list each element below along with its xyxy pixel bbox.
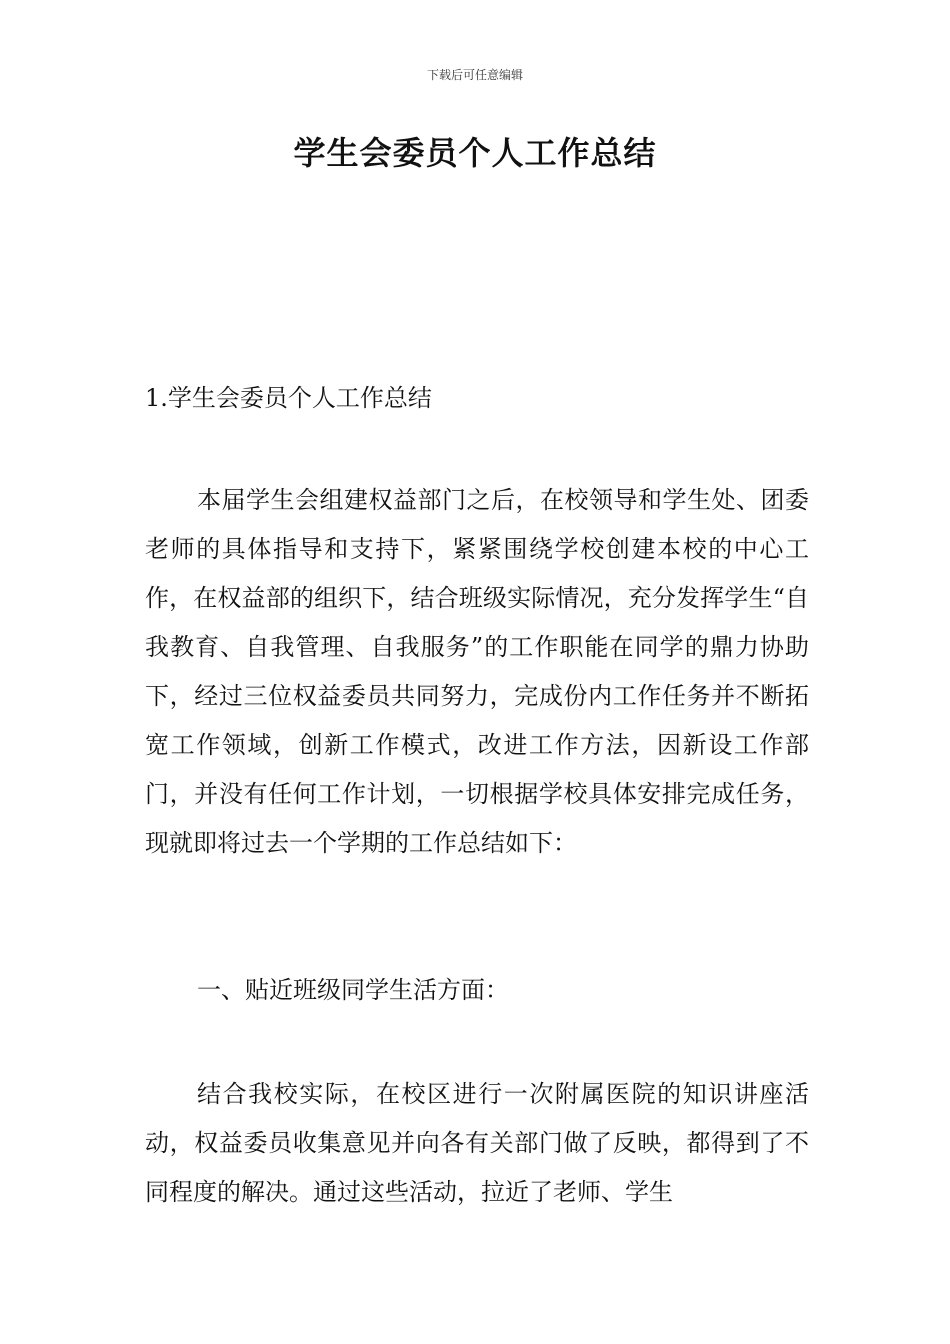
header-note: 下载后可任意编辑 xyxy=(426,68,523,82)
paragraph-body: 结合我校实际，在校区进行一次附属医院的知识讲座活动，权益委员收集意见并向各有关部门做了反映，都得到了不同程度的解决。通过这些活动，拉近了老师、学生 xyxy=(145,1080,809,1206)
section-heading: 1.学生会委员个人工作总结 xyxy=(145,384,432,412)
subsection-heading: 一、贴近班级同学生活方面： xyxy=(197,976,509,1004)
document-title: 学生会委员个人工作总结 xyxy=(293,134,657,172)
paragraph-intro: 本届学生会组建权益部门之后，在校领导和学生处、团委老师的具体指导和支持下，紧紧围绕学校创建本校的中心工作，在权益部的组织下，结合班级实际情况，充分发挥学生“自我教育、自我管理、自我服务”的工作职能在同学的鼎力协助下，经过三位权益委员共同努力，完成份内工作任务并不断拓宽工作领域，创新工作模式，改进工作方法，因新设工作部门，并没有任何工作计划，一切根据学校具体安排完成任务，现就即将过去一个学期的工作总结如下： xyxy=(145,486,809,857)
